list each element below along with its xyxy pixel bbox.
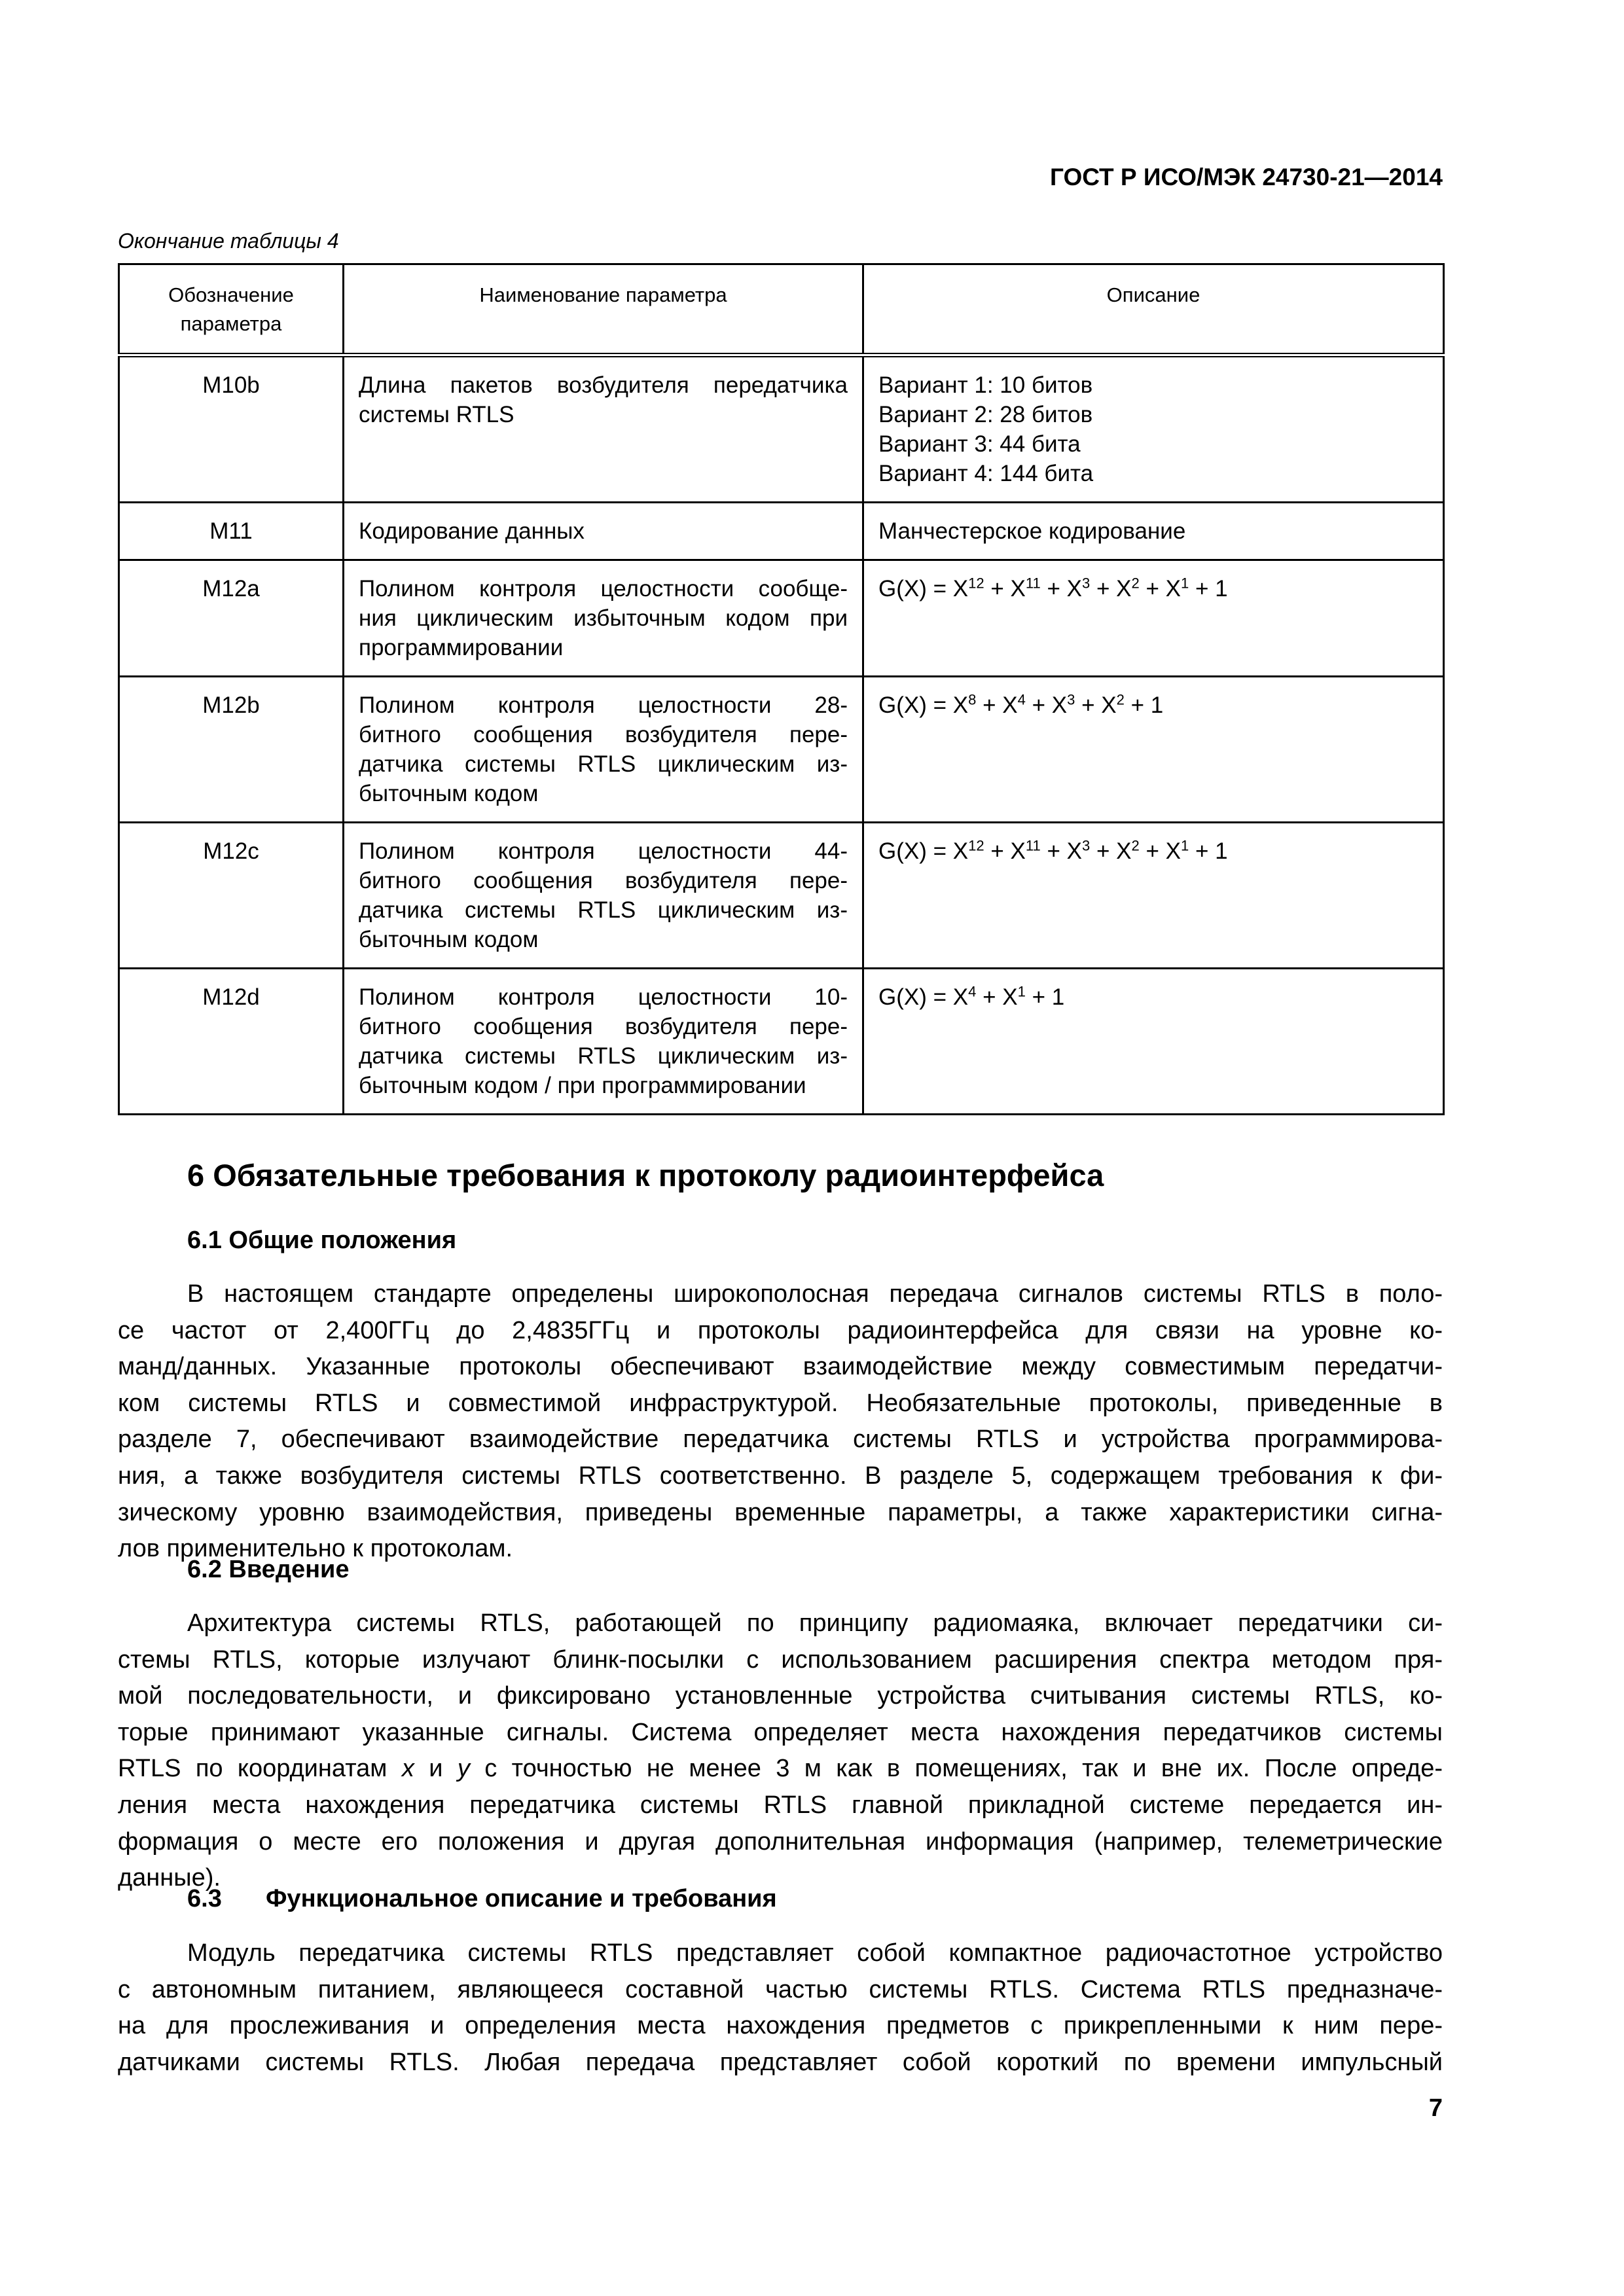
param-code: M11 (119, 503, 344, 560)
text-segment: с точностью не менее 3 м как в помещениях, так и вне их. После опреде- (469, 1755, 1443, 1783)
polynomial-formula: $G(X) = X^4 + X^1 + 1$ (878, 983, 1065, 1010)
section-6-1-title: 6.1 Общие положения (187, 1227, 457, 1254)
param-description (863, 560, 1444, 677)
table-row (119, 560, 1444, 677)
formula-term-exponent: 12 (968, 575, 984, 592)
polynomial-formula: $G(X) = X^{12} + X^{11} + X^3 + X^2 + X^1 + 1$ (878, 575, 1228, 601)
description-line: Вариант 1: 10 битов (878, 372, 1093, 398)
document-header: ГОСТ Р ИСО/МЭК 24730-21—2014 (1049, 164, 1443, 190)
param-description (863, 677, 1444, 823)
table-header-row (119, 264, 1444, 355)
table-row (119, 677, 1444, 823)
formula-term-base: X (952, 838, 969, 864)
param-name (344, 355, 863, 503)
paragraph-line: датчиками системы RTLS. Любая передача представляет собой короткий по времени импульсный (118, 2048, 1443, 2076)
formula-term-base: X (1051, 692, 1068, 718)
table-row (119, 823, 1444, 969)
paragraph-line: формация о месте его положения и другая дополнительная информация (например, телеметрические (118, 1827, 1443, 1856)
polynomial-formula: $G(X) = X^8 + X^4 + X^3 + X^2 + 1$ (878, 691, 1164, 718)
page-number: 7 (1428, 2094, 1443, 2122)
section-6-3-title: Функциональное описание и требования (266, 1885, 777, 1912)
formula-term-base: X (1165, 576, 1181, 601)
formula-prefix: G(X) = (878, 692, 953, 718)
paragraph-line: с автономным питанием, являющееся составной частью системы RTLS. Система RTLS предназначе- (118, 1975, 1443, 2003)
formula-term-exponent: 11 (1025, 575, 1041, 592)
param-description (863, 503, 1444, 560)
formula-constant: 1 (1150, 692, 1164, 718)
paragraph-line: се частот от 2,400ГГц до 2,4835ГГц и протоколы радиоинтерфейса для связи на уровне ко- (118, 1316, 1443, 1344)
formula-constant: 1 (1215, 838, 1228, 864)
variable: y (457, 1755, 470, 1783)
paragraph-line: лов применительно к протоколам. (118, 1535, 513, 1563)
variable: x (401, 1755, 414, 1783)
paragraph-line: Архитектура системы RTLS, работающей по принципу радиомаяка, включает передатчики си- (187, 1609, 1443, 1637)
column-header-code: Обозначение параметра (119, 264, 344, 355)
param-code: M12d (119, 969, 344, 1115)
param-name-line: битного сообщения возбудителя пере- (359, 722, 848, 747)
paragraph-line: разделе 7, обеспечивают взаимодействие передатчика системы RTLS и устройства программирова- (118, 1426, 1443, 1454)
formula-term-base: X (1116, 576, 1132, 601)
formula-constant: 1 (1215, 576, 1228, 601)
param-code: M10b (119, 355, 344, 503)
param-name-line: датчика системы RTLS циклическим из- (359, 1043, 848, 1069)
formula-term-exponent: 1 (1180, 837, 1189, 854)
param-name (344, 677, 863, 823)
formula-term-base: X (1010, 576, 1026, 601)
param-code: M12a (119, 560, 344, 677)
param-code: M12b (119, 677, 344, 823)
section-6-2-paragraph (118, 1605, 1443, 1897)
table-row (119, 355, 1444, 503)
table-caption: Окончание таблицы 4 (118, 229, 339, 253)
formula-term-base: X (952, 984, 969, 1010)
formula-term-exponent: 11 (1025, 837, 1041, 854)
section-6-title: 6 Обязательные требования к протоколу радиоинтерфейса (187, 1158, 1104, 1193)
column-header-description: Описание (863, 264, 1444, 355)
formula-term-exponent: 2 (1131, 575, 1140, 592)
formula-term-exponent: 12 (968, 837, 984, 854)
formula-term-base: X (1002, 984, 1018, 1010)
formula-prefix: G(X) = (878, 984, 953, 1010)
description-line: Вариант 3: 44 бита (878, 431, 1081, 457)
paragraph-line: Модуль передатчика системы RTLS представляет собой компактное радиочастотное устройство (187, 1939, 1443, 1967)
param-description (863, 823, 1444, 969)
section-6-3-paragraph (118, 1935, 1443, 2081)
param-name-line: Кодирование данных (359, 518, 585, 544)
formula-term-base: X (1066, 576, 1082, 601)
formula-term-base: X (1010, 838, 1026, 864)
formula-term-exponent: 4 (968, 983, 977, 1000)
param-name (344, 969, 863, 1115)
polynomial-formula: $G(X) = X^{12} + X^{11} + X^3 + X^2 + X^1 + 1$ (878, 837, 1228, 864)
paragraph-line: манд/данных. Указанные протоколы обеспечивают взаимодействие между совместимым передатчи- (118, 1353, 1443, 1381)
param-description (863, 355, 1444, 503)
formula-term-exponent: 1 (1180, 575, 1189, 592)
paragraph-line: ния, а также возбудителя системы RTLS соответственно. В разделе 5, содержащем требования к фи- (118, 1462, 1443, 1490)
param-name-line: битного сообщения возбудителя пере- (359, 1014, 848, 1039)
paragraph-line: данные). (118, 1864, 221, 1892)
formula-term-base: X (1116, 838, 1132, 864)
paragraph-line: ления места нахождения передатчика системы RTLS главной прикладной системе передается ин- (118, 1791, 1443, 1819)
paragraph-line: В настоящем стандарте определены широкополосная передача сигналов системы RTLS в поло- (187, 1280, 1443, 1308)
param-name-line: ния циклическим избыточным кодом при (359, 605, 848, 631)
formula-prefix: G(X) = (878, 576, 953, 601)
paragraph-line: торые принимают указанные сигналы. Система определяет места нахождения передатчиков системы (118, 1718, 1443, 1746)
paragraph-line: зическому уровню взаимодействия, приведены временные параметры, а также характеристики сигна- (118, 1498, 1443, 1526)
formula-term-exponent: 3 (1067, 691, 1075, 708)
formula-term-base: X (952, 576, 969, 601)
param-code: M12c (119, 823, 344, 969)
formula-term-exponent: 2 (1131, 837, 1140, 854)
param-name-line: Полином контроля целостности 10- (359, 984, 848, 1010)
formula-term-base: X (1066, 838, 1082, 864)
paragraph-line: на для прослеживания и определения места нахождения предметов с прикрепленными к ним пере- (118, 2012, 1443, 2040)
formula-term-exponent: 4 (1017, 691, 1026, 708)
formula-term-exponent: 1 (1017, 983, 1026, 1000)
description-line: Вариант 4: 144 бита (878, 461, 1094, 486)
section-6-3-number: 6.3 (187, 1885, 222, 1912)
param-description (863, 969, 1444, 1115)
param-name-line: датчика системы RTLS циклическим из- (359, 751, 848, 777)
paragraph-line: стемы RTLS, которые излучают блинк-посылки с использованием расширения спектра методом пря- (118, 1645, 1443, 1674)
param-name (344, 560, 863, 677)
formula-term-base: X (1002, 692, 1018, 718)
param-name-line: программировании (359, 635, 564, 660)
section-6-2-title: 6.2 Введение (187, 1556, 350, 1583)
section-6-1-paragraph (118, 1276, 1443, 1568)
param-name-line: Длина пакетов возбудителя передатчика (359, 372, 848, 398)
description-line: Вариант 2: 28 битов (878, 402, 1093, 427)
param-name (344, 503, 863, 560)
paragraph-line: ком системы RTLS и совместимой инфраструктурой. Необязательные протоколы, приведенные в (118, 1389, 1443, 1417)
formula-constant: 1 (1051, 984, 1065, 1010)
param-name-line: быточным кодом (359, 781, 539, 806)
text-segment: и (414, 1755, 458, 1783)
param-name-line: датчика системы RTLS циклическим из- (359, 897, 848, 923)
param-name-line: битного сообщения возбудителя пере- (359, 868, 848, 893)
param-name-line: Полином контроля целостности 28- (359, 692, 848, 718)
parameters-table (118, 263, 1445, 1115)
formula-term-base: X (1165, 838, 1181, 864)
formula-term-exponent: 8 (968, 691, 977, 708)
param-name-line: системы RTLS (359, 402, 514, 427)
formula-term-exponent: 3 (1081, 575, 1091, 592)
param-name-line: быточным кодом (359, 927, 539, 952)
text-segment: RTLS по координатам (118, 1755, 402, 1783)
table-row (119, 503, 1444, 560)
formula-term-exponent: 3 (1081, 837, 1091, 854)
param-name-line: быточным кодом / при программировании (359, 1073, 806, 1098)
table-row (119, 969, 1444, 1115)
formula-prefix: G(X) = (878, 838, 953, 864)
param-name-line: Полином контроля целостности сообще- (359, 576, 848, 601)
description-line: Манчестерское кодирование (878, 518, 1186, 544)
paragraph-line (118, 1751, 1443, 1787)
column-header-name: Наименование параметра (344, 264, 863, 355)
param-name (344, 823, 863, 969)
formula-term-exponent: 2 (1116, 691, 1125, 708)
formula-term-base: X (1101, 692, 1117, 718)
formula-term-base: X (952, 692, 969, 718)
param-name-line: Полином контроля целостности 44- (359, 838, 848, 864)
paragraph-line: мой последовательности, и фиксировано установленные устройства считывания системы RTLS, ко- (118, 1682, 1443, 1710)
